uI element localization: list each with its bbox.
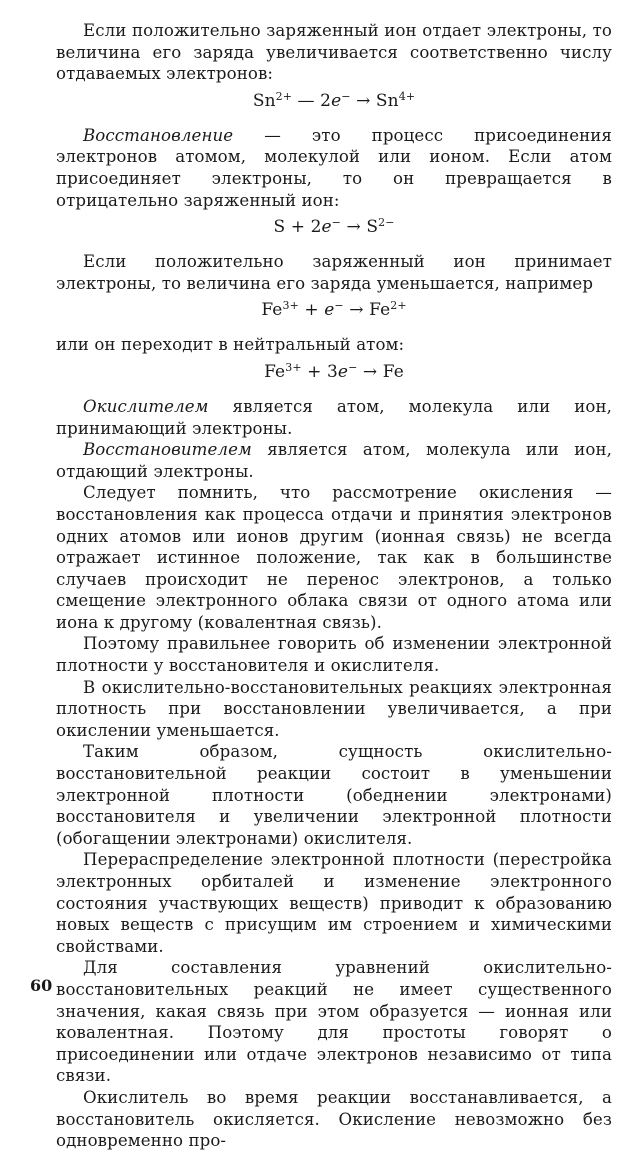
electron-symbol: e xyxy=(337,361,349,382)
equation-text: → Fe xyxy=(357,361,404,382)
paragraph xyxy=(56,20,612,85)
defined-term: Окислителем xyxy=(83,396,209,416)
equation-text: → Sn xyxy=(350,90,399,111)
electron-symbol: e xyxy=(324,300,335,321)
equation-text: S + 2 xyxy=(273,217,322,238)
charge-superscript: 2+ xyxy=(275,89,293,103)
equation-text: + xyxy=(298,300,325,321)
paragraph xyxy=(56,482,612,633)
equation-text: → Fe xyxy=(343,300,391,321)
defined-term: Восстановителем xyxy=(83,440,252,460)
paragraph xyxy=(56,334,612,356)
paragraph-text: Таким образом, сущность окислительно-восстановительной реакции состоит в уменьшении электронной плотности (обеднении электронами) восстановителя и увеличении электронной плотности (обогащении электронами) окислителя. xyxy=(56,742,612,848)
equation-text: Fe xyxy=(264,361,286,382)
paragraph xyxy=(56,1087,612,1152)
charge-superscript: 3+ xyxy=(282,299,299,313)
charge-superscript: − xyxy=(334,299,344,313)
paragraph xyxy=(56,741,612,849)
paragraph xyxy=(56,849,612,957)
paragraph-text: является атом, молекула или ион, принимающий электроны. xyxy=(56,396,612,438)
paragraph-text: Если положительно заряженный ион отдает электроны, то величина его заряда увеличивается соответственно числу отдаваемых электронов: xyxy=(56,21,612,84)
charge-superscript: − xyxy=(341,89,351,103)
electron-symbol: e xyxy=(331,90,342,111)
paragraph-text: Поэтому правильнее говорить об изменении электронной плотности у восстановителя и окислителя. xyxy=(56,634,612,676)
equation-text: + 3 xyxy=(301,361,338,382)
paragraph-text: Если положительно заряженный ион принимает электроны, то величина его заряда уменьшается, например xyxy=(56,252,612,293)
paragraph xyxy=(56,439,612,482)
paragraph xyxy=(56,125,612,211)
charge-superscript: 4+ xyxy=(398,89,416,103)
equation-text: Sn xyxy=(252,90,276,111)
defined-term: Восстановление xyxy=(83,125,234,145)
paragraph xyxy=(56,633,612,676)
paragraph-text: В окислительно-восстановительных реакциях электронная плотность при восстановлении увеличивается, а при окислении уменьшается. xyxy=(56,677,612,740)
page-number: 60 xyxy=(30,976,53,995)
chemical-equation xyxy=(56,299,612,321)
paragraph-text: — это процесс присоединения электронов атомом, молекулой или ионом. Если атом присоединяет электроны, то он превращается в отрицательно заряженный ион: xyxy=(56,125,612,210)
page-body xyxy=(56,20,612,1152)
paragraph-text: Следует помнить, что рассмотрение окисления — восстановления как процесса отдачи и принятия электронов одних атомов или ионов другим (ионная связь) не всегда отражает истинное положение, так как в большинстве случаев происходит не перенос электронов, а только смещение электронного облака связи от одного атома или иона к другому (ковалентная связь). xyxy=(56,483,612,632)
paragraph-text: является атом, молекула или ион, отдающий электроны. xyxy=(56,440,612,481)
charge-superscript: − xyxy=(348,360,358,374)
paragraph xyxy=(56,677,612,742)
charge-superscript: − xyxy=(331,216,341,230)
paragraph xyxy=(56,396,612,439)
equation-text: Fe xyxy=(261,300,283,321)
chemical-equation xyxy=(56,90,612,112)
paragraph xyxy=(56,251,612,294)
charge-superscript: 2+ xyxy=(390,299,407,313)
paragraph-text: или он переходит в нейтральный атом: xyxy=(56,335,405,355)
paragraph-text: Для составления уравнений окислительно-восстановительных реакций не имеет существенного значения, какая связь при этом образуется — ионная или ковалентная. Поэтому для простоты говорят о присоединении или отдаче электронов независимо от типа связи. xyxy=(56,958,612,1086)
equation-text: — 2 xyxy=(292,90,332,111)
chemical-equation xyxy=(56,361,612,383)
chemical-equation xyxy=(56,216,612,238)
charge-superscript: 2− xyxy=(378,216,395,230)
equation-text: → S xyxy=(340,217,379,238)
paragraph-text: Окислитель во время реакции восстанавливается, а восстановитель окисляется. Окисление невозможно без одновременно про- xyxy=(56,1087,612,1151)
charge-superscript: 3+ xyxy=(285,360,302,374)
paragraph xyxy=(56,957,612,1087)
paragraph-text: Перераспределение электронной плотности (перестройка электронных орбиталей и изменение электронного состояния участвующих веществ) приводит к образованию новых веществ с присущим им строением и химическими свойствами. xyxy=(56,850,612,956)
electron-symbol: e xyxy=(321,217,332,238)
